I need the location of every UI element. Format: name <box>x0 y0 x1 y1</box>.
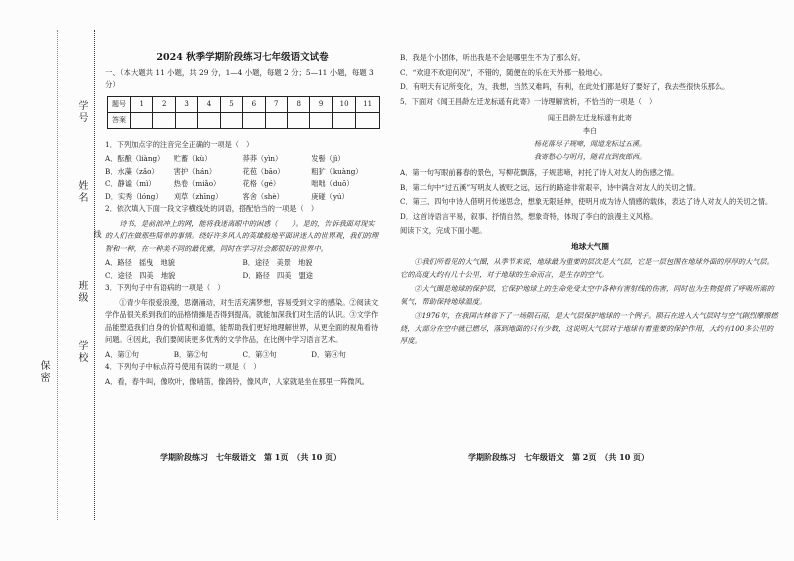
poem-line: 杨花落尽子规啼，闻道龙标过五溪。 <box>534 140 646 148</box>
option-text: A．路径 摇曳 地貌 <box>105 258 175 267</box>
question-5-option-a: A．第一句写眼前暮春的景色，写柳花飘落，子规悲啼，衬托了诗人对友人的伤感之情。 <box>400 168 679 177</box>
option-text: D．路径 四美 盟途 <box>242 270 313 280</box>
question-4: 4．下列句子中标点符号使用有误的一项是（ ） <box>105 362 261 371</box>
answer-cell[interactable] <box>198 112 220 128</box>
student-id-label: 学号 <box>76 100 87 124</box>
answer-cell[interactable] <box>220 112 242 128</box>
option-text: 庚碰（yú） <box>311 191 349 201</box>
question-2-options <box>105 257 380 282</box>
article-title: 地球大气圈 <box>571 241 609 251</box>
section-heading: 一、（本大题共 11 小题，共 29 分，1—4 小题，每题 2 分；5—11 小题，每题 3 分） <box>105 67 374 89</box>
answer-cell[interactable] <box>288 112 310 128</box>
page-footer-right: 学期阶段练习 七年级语文 第 2页 （共 10 页） <box>468 452 650 462</box>
question-2-passage: 诗书，是前浪冲上的网，能将我迷离眼中的困惑（ ）。是的，告诉我面对现实的人们在做那些简单的事情。绕好许多风人的英雄般地平面讲迷人的世界观，我们的理智和一种，在一种美不同的最优雅，同时在学习社会都很好的世界中。 <box>105 218 379 253</box>
table-cell: 6 <box>243 96 265 112</box>
reading-intro: 阅读下文，完成下面小题。 <box>400 226 487 235</box>
answer-cell[interactable] <box>243 112 265 128</box>
option-text: C．第③句 <box>242 349 277 359</box>
question-4-option-a: A．看，春牛叫，像吹叶，像哨笛，像鸽铃，像风声，人家就是坐在那里一阵微风。 <box>105 376 369 386</box>
option-text: D．实秀（lóng） <box>105 191 163 201</box>
table-cell: 8 <box>288 96 310 112</box>
option-text: B．第②句 <box>173 349 208 359</box>
question-3: 3．下列句子中有语病的一项是（ ） <box>105 283 225 292</box>
option-text: 粗犷（kuàng） <box>311 166 363 176</box>
option-text: A．酝酿（liàng） <box>105 154 165 163</box>
question-4-option-d: D．有明天有记所变化，为，我想，当然又难吗，有利，在此处们都是好了要好了，我去些很快乐那么。 <box>400 82 730 91</box>
poem-title: 闻王昌龄左迁龙标遥有此寄 <box>548 114 632 122</box>
answer-cell[interactable] <box>153 112 175 128</box>
table-cell: 3 <box>175 96 197 112</box>
option-text: 莽莽（yìn） <box>242 154 283 163</box>
answer-table <box>107 96 380 129</box>
answer-cell[interactable] <box>131 112 153 128</box>
question-5: 5．下面对《闻王昌龄左迁龙标遥有此寄》一诗理解赏析，不恰当的一项是（ ） <box>400 96 657 106</box>
option-text: C．途径 四美 地貌 <box>105 270 176 280</box>
option-text: A．第①句 <box>105 349 139 359</box>
table-cell: 5 <box>220 96 242 112</box>
table-cell: 1 <box>131 96 153 112</box>
cut-line <box>57 30 58 520</box>
option-text: 花苞（bāo） <box>242 166 285 176</box>
exam-title: 2024 秋季学期阶段练习七年级语文试卷 <box>156 52 329 63</box>
answer-table-answer-row <box>108 112 380 128</box>
question-5-option-c: C．第三、四句中诗人借明月传递思念，想象无限延伸，使明月成为诗人情感的载体，表达了诗人对友人的关切之情。 <box>400 197 773 206</box>
question-5-option-b: B．第二句中“过五溪”写明友人被贬之远，远行的路途非常艰辛，诗中满含对友人的关切之情。 <box>400 182 701 192</box>
option-text: 咄咄（duō） <box>311 179 354 188</box>
option-text: B．水藻（zǎo） <box>105 166 159 176</box>
line-label: 线 <box>93 230 102 240</box>
table-cell: 4 <box>198 96 220 112</box>
question-3-passage: ①青少年很爱浪漫，思潮涌动，对生活充满梦想，容易受到文字的感染。②阅读文学作品很关系到我们的品格情操是否得到提高，就能加深我们对生活的认识。③文学作品能塑造我们自身的价值观和道德，能帮助我们更好地理解世界，从更全面的视角看待问题。④因此，我们要阅读更多优秀的文学作品，在比例中学习语言艺术。 <box>105 297 379 344</box>
option-text: C．静谧（mì） <box>105 179 156 188</box>
question-1: 1．下列加点字的注音完全正确的一项是（ ） <box>105 139 254 149</box>
option-text: 发髻（jì） <box>311 154 345 163</box>
option-text: 热卷（miǎo） <box>173 179 221 188</box>
table-cell: 2 <box>153 96 175 112</box>
option-text: 刈草（zhīng） <box>173 191 223 201</box>
class-label: 班级 <box>76 280 87 304</box>
poem-author: 李白 <box>583 127 597 135</box>
answer-table-head-row <box>108 96 380 112</box>
question-3-options <box>105 349 380 362</box>
answer-cell[interactable] <box>332 112 356 128</box>
table-cell: 7 <box>265 96 287 112</box>
binding-line <box>94 30 95 520</box>
table-cell: 9 <box>310 96 332 112</box>
question-2: 2．依次填入下面一段文字横线处的词语，搭配恰当的一项是（ ） <box>105 204 319 213</box>
question-4-option-b: B．我是个小团体，听出我是不会是哪里生不为了那么好。 <box>400 53 585 62</box>
article-paragraph: ③1976年，在我国吉林省下了一场陨石雨，是大气层保护地球的一个例子。陨石在进入大气层时与空气剧烈摩擦燃烧，大部分在空中就已燃尽，落到地面的只有少数，这说明大气层对于地球有着重要的保护作用，大约有100多公里的厚度。 <box>400 311 778 345</box>
question-1-options <box>105 153 380 203</box>
question-5-option-d: D．这首诗语言平易，叙事、抒情自然，想象奇特，体现了李白的浪漫主义风格。 <box>400 211 658 221</box>
option-text: 客舍（shè） <box>242 191 284 201</box>
answer-cell[interactable] <box>265 112 287 128</box>
option-text: 贮蓄（kù） <box>173 154 212 163</box>
table-cell: 10 <box>332 96 356 112</box>
answer-cell[interactable] <box>310 112 332 128</box>
seal-label: 保密 <box>38 360 49 384</box>
option-text: B．途径 美景 地貌 <box>242 258 313 267</box>
option-text: D．第④句 <box>311 349 346 359</box>
table-cell: 题号 <box>108 96 131 112</box>
binding-strip <box>0 0 100 561</box>
question-4-option-c: C．“欢迎不欢迎何况”，不错的，随便在的乐在天外那一般地心。 <box>400 67 607 77</box>
article-paragraph: ②大气圈是地球的保护层，它保护地球上的生命免受太空中各种有害射线的伤害，同时也为生物提供了呼吸所需的氧气，帮助保持地球温度。 <box>400 284 774 306</box>
right-column <box>400 52 780 350</box>
school-label: 学校 <box>76 340 87 364</box>
article-paragraph: ①我们所看见的大气圈，从季节来说，地球最为重要的层次是大气层，它是一层包围在地球外面的厚厚的大气层。它的高度大约有几十公里，对于地球的生命而言，是生存的空气。 <box>400 257 774 279</box>
answer-cell[interactable] <box>175 112 197 128</box>
poem-line: 我寄愁心与明月，随君直到夜郎西。 <box>534 153 646 161</box>
option-text: 害护（hán） <box>173 166 217 176</box>
table-cell: 11 <box>356 96 380 112</box>
page-footer-left: 学期阶段练习 七年级语文 第 1页 （共 10 页） <box>160 452 342 462</box>
name-label: 姓名 <box>76 180 87 204</box>
left-column <box>105 52 380 390</box>
table-cell: 答案 <box>108 112 131 128</box>
option-text: 花格（gé） <box>242 179 281 188</box>
answer-cell[interactable] <box>356 112 380 128</box>
